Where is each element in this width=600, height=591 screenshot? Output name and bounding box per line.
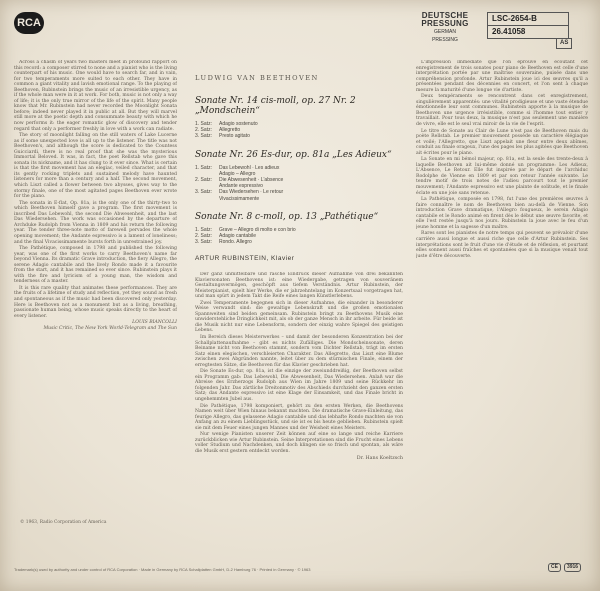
pressing-label: DEUTSCHE PRESSUNG GERMAN PRESSING [421, 11, 469, 43]
release-number: 26.41058 [488, 25, 568, 38]
artist-credit: ARTUR RUBINSTEIN, Klavier [195, 255, 295, 263]
movement: Adagio – Allegro [219, 170, 256, 177]
composer-name: LUDWIG VAN BEETHOVEN [195, 74, 319, 82]
sonata-26: Sonate Nr. 26 Es-dur, op. 81a „Les Adieux“ 1. Satz: Das Lebewohl · Les adieux Adagio – Allegro 2. Satz: Die Abwesenheit · L'absence Andante espressivo 3. Satz: Das Wiedersehen · Le retour Vivacissimamente [195, 150, 403, 202]
german-notes: Der ganz unmittelbare und rasche Eindruck dieser Aufnahme von drei bekannten Klaviersonaten Beethovens ist: eine Wiedergabe, getragen von souveränem Gestaltungsvermögen, geschöpft aus tiefem Verständnis. Artur Rubinstein, der Meisterpianist, spielt hier Werke, die er jahrzehntelang im Konzertsaal vorgetragen hat, und man spürt in jedem Takt die Reife eines langen Künstlerlebens. Zwei Temperamente begegnen sich in dieser Aufnahme, die einander in besonderer Weise verwandt sind: die gewaltige Lebenskraft und die großen emotionalen Spannweiten sind beiden gemeinsam. Rubinstein bringt zu Beethovens Musik eine unwiderstehliche Dringlichkeit mit, als ob der ganze Mensch in ihr arbeite. Für beide ist die Musik nicht nur eine Lebensform, sondern der einzig wahre Spiegel des geistigen Lebens. Im Bereich dieses Meisterwerkes – und damit der besonderen Konzentration bei der Schallplattenaufnahme – gibt es nichts Zufälliges. Die Mondscheinsonate, deren Beiname nicht von Beethoven stammt, sondern vom Dichter Rellstab, trägt im ersten Satz einen elegischen, verschleierten Charakter. Das Allegretto, das Liszt eine Blume zwischen zwei Abgründen nannte, leitet über zu dem stürmischen Finale, einem der erregtesten Sätze, die Beethoven für das Klavier geschrieben hat. Die Sonate Es-dur, op. 81a, ist die einzige der zweiunddreißig, der Beethoven selbst ein Programm gab: Das Lebewohl, Die Abwesenheit, Das Wiedersehen. Anlaß war die Abreise des Erzherzogs Rudolph aus Wien im Jahre 1809 und seine Rückkehr im folgenden Jahr. Das zärtliche Dreitonmotiv des Abschieds durchzieht den ganzen ersten Satz; das Andante espressivo ist eine Klage der Einsamkeit, und das Finale bricht in ungehemmten Jubel aus. Die Pathétique, 1798 komponiert, gehört zu den ersten Werken, die Beethovens Namen weit über Wien hinaus bekannt machten. Die dramatische Grave-Einleitung, das feurige Allegro, das gelassene Adagio cantabile und das lebhafte Rondo machten sie von Anfang an zu einem Lieblingsstück, und sie ist es bis heute geblieben. Rubinstein spielt sie mit dem Feuer eines jungen Mannes und der Weisheit eines Meisters. Nur wenige Pianisten unserer Zeit können auf eine so lange und reiche Karriere zurückblicken wie Artur Rubinstein. Seine Interpretationen sind die Frucht eines Lebens voller Studium und Nachdenken, und doch klingen sie so frisch und spontan, als wäre die Musik erst gestern entdeckt worden. Dr. Hans Koeltzsch [195, 272, 403, 461]
movement: 2. Satz: Adagio cantabile [195, 233, 256, 240]
movement: 3. Satz: Das Wiedersehen · Le retour [195, 189, 284, 196]
movement: 2. Satz: Allegretto [195, 127, 241, 134]
as-badge: AS [556, 38, 572, 49]
movement: 2. Satz: Die Abwesenheit · L'absence [195, 177, 284, 184]
movement: 1. Satz: Adagio sostenuto [195, 121, 258, 127]
english-notes: Across a chasm of years two masters meet in profound rapport on this record: a composer stirred to none and a pianist who is the living counterpart of his music. One would have to search far, and in vain, for two temperaments more suited to each other. They have in common a giant vitality and lavish emotional range. To the playing of Beethoven, Rubinstein brings the music of an irresistible urgency, as if the whole man were in it at work. For both, music is not only a way of life; it is the only true mirror of the life of the spirit. Many people know that Mr. Rubinstein had never recorded the Moonlight Sonata before; indeed never played it in public at all. But they will marvel still more at the poetic depth and consummate beauty with which he now performs it: the eager romantic glow of discovery and tender regard that only a performer freshly in love with a work can radiate. The story of moonlight falling on the still waters of Lake Lucerne as if some unexpected love is all up to the listener. The title was not Beethoven's, and although the score is dedicated to the Countess Guicciardi, there is no real proof that she was the mysterious Immortal Beloved. It was, in fact, the poet Rellstab who gave this sonata its nickname, and it has clung to it ever since. What is certain is that the first movement has an elegiac, veiled character, and that its gently rocking triplets and sustained melody have haunted listeners for more than a century and a half. The second movement, which Liszt called a flower between two abysses, gives way to the stormy finale, one of the most agitated pages Beethoven ever wrote for the piano. The sonata in E-flat, Op. 81a, is the only one of the thirty-two to which Beethoven himself gave a program. The first movement is inscribed Das Lebewohl, the second Die Abwesenheit, and the last Das Wiedersehen. The work was occasioned by the departure of Archduke Rudolph from Vienna in 1809 and his return the following year. The tender three-note motto of farewell pervades the whole opening movement; the Andante espressivo is a lament of loneliness; and the final Vivacissimamente bursts forth in unrestrained joy. The Pathétique, composed in 1798 and published the following year, was one of the first works to carry Beethoven's name far beyond Vienna. Its dramatic Grave introduction, the fiery Allegro, the serene Adagio cantabile and the lively Rondo made it a favourite from the start, and it has remained so ever since. Rubinstein plays it with the fire and lyricism of a young man, the wisdom and tenderness of a master. It is this rare quality that animates these performances. They are the fruits of a lifetime of study and reflection, yet they sound as fresh and spontaneous as if the music had been discovered only yesterday. Here is Beethoven not as a monument but as a living, breathing, passionate human being, whose music speaks directly to the heart of every listener. LOUIS BIANCOLLI Music Critic, The New York World-Telegram and The Sun [14, 60, 177, 331]
footer-logos [548, 563, 581, 572]
movement: 1. Satz: Das Lebewohl · Les adieux [195, 164, 280, 171]
german-notes-author: Dr. Hans Koeltzsch [356, 455, 403, 461]
catalog-number: LSC-2654-B [492, 14, 537, 23]
movement: 1. Satz: Grave – Allegro di molto e con brio [195, 226, 296, 233]
sonata-14: Sonate Nr. 14 cis-moll, op. 27 Nr. 2 „Mondschein“ 1. Satz: Adagio sostenuto 2. Satz: Allegretto 3. Satz: Presto agitato [195, 96, 403, 140]
french-notes: L'impression immédiate que l'on éprouve en écoutant cet enregistrement de trois sonates pour piano de Beethoven est celle d'une interprétation portée par une maîtrise souveraine, puisée dans une compréhension profonde. Artur Rubinstein joue ici des œuvres qu'il a présentées pendant des décennies en concert, et l'on sent à chaque mesure la maturité d'une longue vie d'artiste. Deux tempéraments se rencontrent dans cet enregistrement, singulièrement apparentés: une vitalité prodigieuse et une vaste étendue émotionnelle leur sont communes. Rubinstein apporte à la musique de Beethoven une urgence irrésistible, comme si l'homme tout entier y travaillait. Pour tous deux, la musique n'est pas seulement une manière de vivre, elle est le seul vrai miroir de la vie de l'esprit. Le titre de Sonate au Clair de Lune n'est pas de Beethoven mais du poète Rellstab. Le premier mouvement possède un caractère élégiaque et voilé; l'Allegretto, que Liszt appelait une fleur entre deux abîmes, conduit au finale orageux, l'une des pages les plus agitées que Beethoven ait écrites pour le piano. La Sonate en mi bémol majeur, op. 81a, est la seule des trente-deux à laquelle Beethoven ait lui-même donné un programme: Les Adieux, L'Absence, Le Retour. Elle fut inspirée par le départ de l'archiduc Rodolphe de Vienne en 1809 et par son retour l'année suivante. Le tendre motif de trois notes de l'adieu parcourt tout le premier mouvement; l'Andante espressivo est une plainte de solitude, et le finale éclate en une joie sans retenue. La Pathétique, composée en 1798, fut l'une des premières œuvres à faire connaître le nom de Beethoven bien au-delà de Vienne. Son introduction Grave dramatique, l'Allegro fougueux, le serein Adagio cantabile et le Rondo animé en firent dès le début une œuvre favorite, et elle l'est restée jusqu'à nos jours. Rubinstein la joue avec le feu d'un jeune homme et la sagesse d'un maître. Rares sont les pianistes de notre temps qui peuvent se prévaloir d'une carrière aussi longue et aussi riche que celle d'Artur Rubinstein. Ses interprétations sont le fruit d'une vie d'étude et de réflexion, et pourtant elles sonnent aussi fraîches et spontanées que si la musique venait tout juste d'être découverte. [416, 60, 588, 259]
movement: 3. Satz: Rondo. Allegro [195, 239, 252, 246]
movement: 3. Satz: Presto agitato [195, 133, 250, 140]
signature-credit: Music Critic, The New York World-Telegram and The Sun [43, 325, 177, 331]
program-list [195, 74, 403, 262]
rca-logo: RCA [14, 12, 44, 34]
movement: Andante espressivo [219, 183, 263, 190]
copyright: © 1963, Radio Corporation of America [20, 520, 107, 525]
sonata-8: Sonate Nr. 8 c-moll, op. 13 „Pathétique“ 1. Satz: Grave – Allegro di molto e con brio 2. Satz: Adagio cantabile 3. Satz: Rondo. Allegro [195, 212, 403, 246]
signature: LOUIS BIANCOLLI [132, 320, 177, 326]
legal-footer: Trademark(s) used by authority and under control of RCA Corporation · Made in Germany by RCA Schallplatten GmbH, D-2 Hamburg 76 · Printed in Germany · © 1963 [14, 567, 311, 572]
ce-logo: CE [548, 563, 561, 572]
catalog-box [487, 12, 569, 39]
movement: Vivacissimamente [219, 195, 260, 202]
code-logo: 3916 [564, 563, 581, 572]
